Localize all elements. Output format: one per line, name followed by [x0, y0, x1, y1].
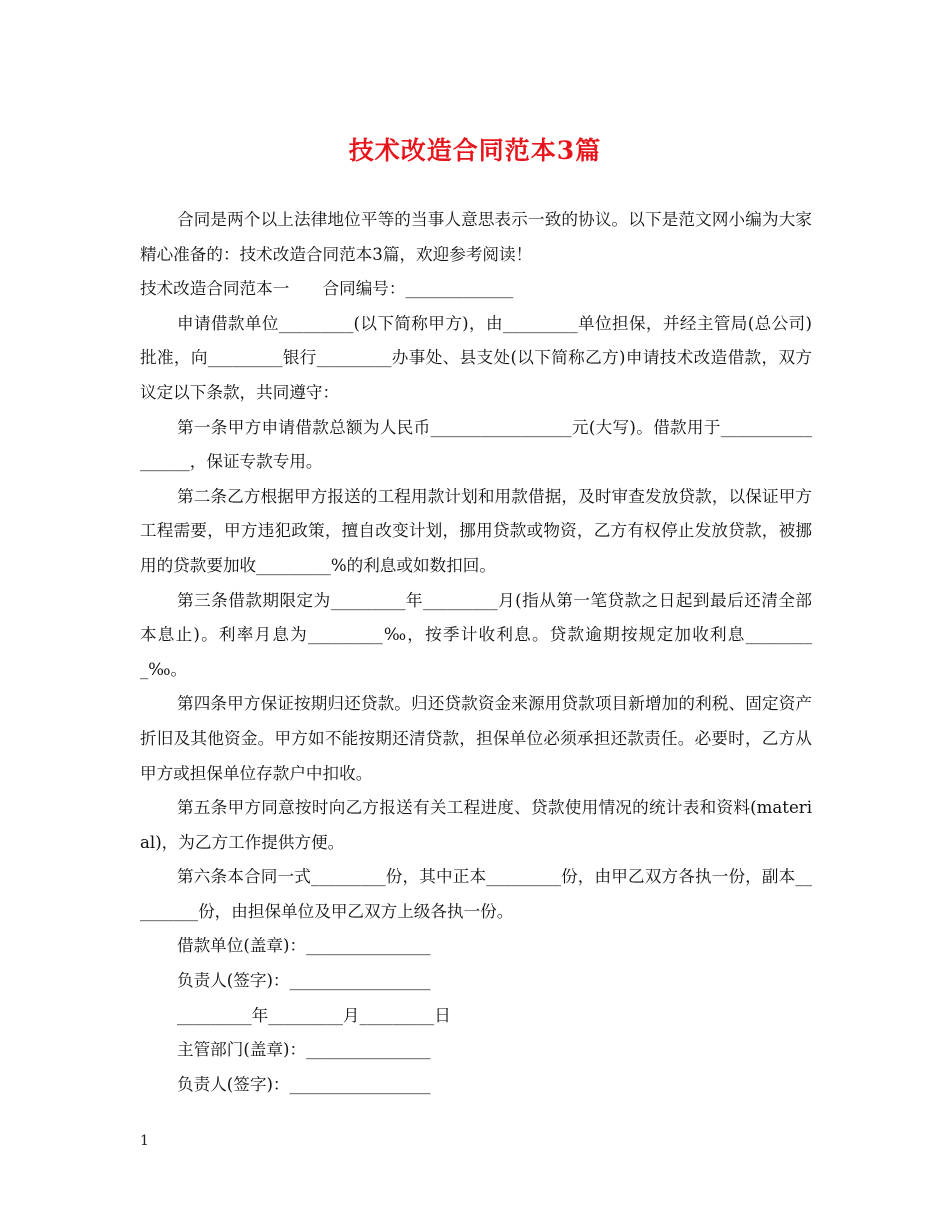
clause-paragraph: 第二条乙方根据甲方报送的工程用款计划和用款借据，及时审查发放贷款，以保证甲方工程需要，甲方违犯政策，擅自改变计划，挪用贷款或物资，乙方有权停止发放贷款，被挪用的贷款要加收_________%的利息或如数扣回。: [140, 486, 812, 575]
page-number: 1: [140, 1133, 149, 1149]
clause-paragraph: 第一条甲方申请借款总额为人民币_________________元(大写)。借款用于_________________，保证专款专用。: [140, 417, 812, 472]
clause-paragraph: 第三条借款期限定为_________年_________月(指从第一笔贷款之日起到最后还清全部本息止)。利率月息为_________‰，按季计收利息。贷款逾期按规定加收利息_________‰。: [140, 590, 812, 679]
document-body: [140, 203, 812, 1102]
signature-line: 负责人(签字)：_________________: [177, 1074, 431, 1094]
signature-line: 负责人(签字)：_________________: [177, 971, 431, 991]
clause-paragraph: 第五条甲方同意按时向乙方报送有关工程进度、贷款使用情况的统计表和资料(material)，为乙方工作提供方便。: [140, 798, 812, 852]
clause-paragraph: 申请借款单位_________(以下简称甲方)，由_________单位担保，并经主管局(总公司)批准，向_________银行_________办事处、县支处(以下简称乙方)申请技术改造借款，双方议定以下条款，共同遵守：: [140, 313, 812, 402]
section-heading: 技术改造合同范本一 合同编号：_____________: [140, 279, 514, 299]
intro-paragraph: 合同是两个以上法律地位平等的当事人意思表示一致的协议。以下是范文网小编为大家精心准备的：技术改造合同范本3篇，欢迎参考阅读！: [140, 210, 812, 264]
signature-line: 主管部门(盖章)：_______________: [177, 1040, 431, 1060]
signature-line: _________年_________月_________日: [177, 1005, 451, 1025]
clause-paragraph: 第四条甲方保证按期归还贷款。归还贷款资金来源用贷款项目新增加的利税、固定资产折旧及其他资金。甲方如不能按期还清贷款，担保单位必须承担还款责任。必要时，乙方从甲方或担保单位存款户中扣收。: [140, 694, 812, 783]
document-title: 技术改造合同范本3篇: [348, 136, 602, 165]
clause-paragraph: 第六条本合同一式_________份，其中正本_________份，由甲乙双方各执一份，副本_________份，由担保单位及甲乙双方上级各执一份。: [140, 867, 812, 921]
signature-line: 借款单位(盖章)：_______________: [177, 936, 431, 956]
